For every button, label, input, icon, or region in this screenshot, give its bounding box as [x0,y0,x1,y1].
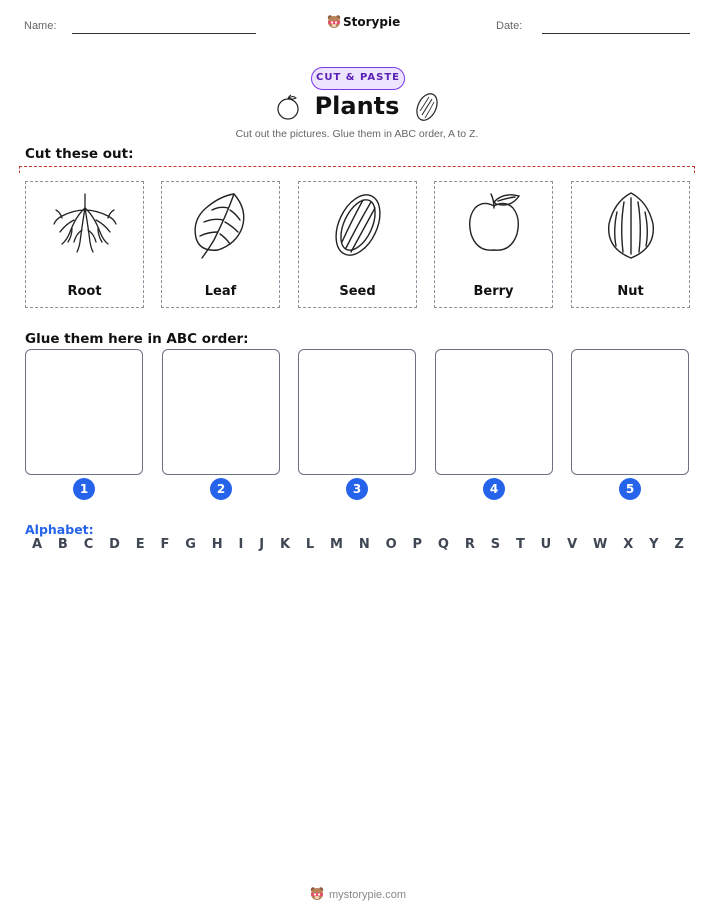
berry-icon [465,190,525,254]
alphabet-letter: U [540,537,552,552]
alphabet-title: Alphabet: [25,522,94,537]
alphabet-letter: H [211,537,223,552]
glue-box-4[interactable] [435,349,553,475]
bear-mascot-icon [326,14,342,30]
footer-url[interactable]: mystorypie.com [329,889,407,901]
apple-icon [274,93,302,121]
alphabet-letter: M [330,537,343,552]
name-label: Name: [24,20,57,32]
alphabet-letter: X [623,537,634,552]
alphabet-letter: G [185,537,196,552]
seed-icon [413,91,441,123]
alphabet-row [32,537,684,552]
order-number: 5 [619,478,641,500]
alphabet-letter: O [385,537,397,552]
alphabet-letter: J [259,537,265,552]
alphabet-letter: P [412,537,423,552]
alphabet-letter: N [358,537,370,552]
brand-name: Storypie [343,15,401,29]
alphabet-letter: Q [437,537,449,552]
cut-card-nut[interactable] [571,181,690,308]
glue-box-5[interactable] [571,349,689,475]
card-label: Leaf [204,284,237,299]
alphabet-letter: Y [649,537,659,552]
cut-line [19,166,695,173]
date-label: Date: [496,20,523,32]
order-number: 4 [483,478,505,500]
activity-badge: CUT & PASTE [311,67,405,90]
alphabet-letter: I [238,537,244,552]
glue-box-3[interactable] [298,349,416,475]
cut-card-berry[interactable] [434,181,553,308]
worksheet-title: Plants [314,92,400,120]
cut-card-root[interactable] [25,181,144,308]
alphabet-letter: V [567,537,578,552]
card-label: Seed [339,284,376,299]
card-label: Root [67,284,102,299]
cut-card-leaf[interactable] [161,181,280,308]
alphabet-letter: F [160,537,170,552]
alphabet-letter: L [305,537,315,552]
alphabet-letter: W [593,537,608,552]
alphabet-letter: C [83,537,94,552]
seed-icon [329,190,387,260]
glue-section-heading: Glue them here in ABC order: [25,331,249,347]
alphabet-letter: R [464,537,475,552]
alphabet-letter: B [57,537,68,552]
date-field-line[interactable] [542,33,690,34]
name-field-line[interactable] [72,33,256,34]
alphabet-letter: S [490,537,501,552]
nut-icon [604,190,658,262]
glue-box-1[interactable] [25,349,143,475]
alphabet-letter: T [515,537,525,552]
root-icon [52,192,118,254]
order-number: 1 [73,478,95,500]
alphabet-letter: A [32,537,43,552]
instructions: Cut out the pictures. Glue them in ABC order, A to Z. [235,128,479,140]
alphabet-letter: K [279,537,291,552]
leaf-icon [190,190,252,260]
order-number: 3 [346,478,368,500]
alphabet-letter: D [109,537,120,552]
cut-card-seed[interactable] [298,181,417,308]
order-number: 2 [210,478,232,500]
alphabet-letter: Z [674,537,684,552]
alphabet-letter: E [135,537,145,552]
bear-mascot-icon [309,886,325,902]
cut-section-heading: Cut these out: [25,146,134,162]
glue-box-2[interactable] [162,349,280,475]
card-label: Nut [617,284,644,299]
card-label: Berry [473,284,514,299]
